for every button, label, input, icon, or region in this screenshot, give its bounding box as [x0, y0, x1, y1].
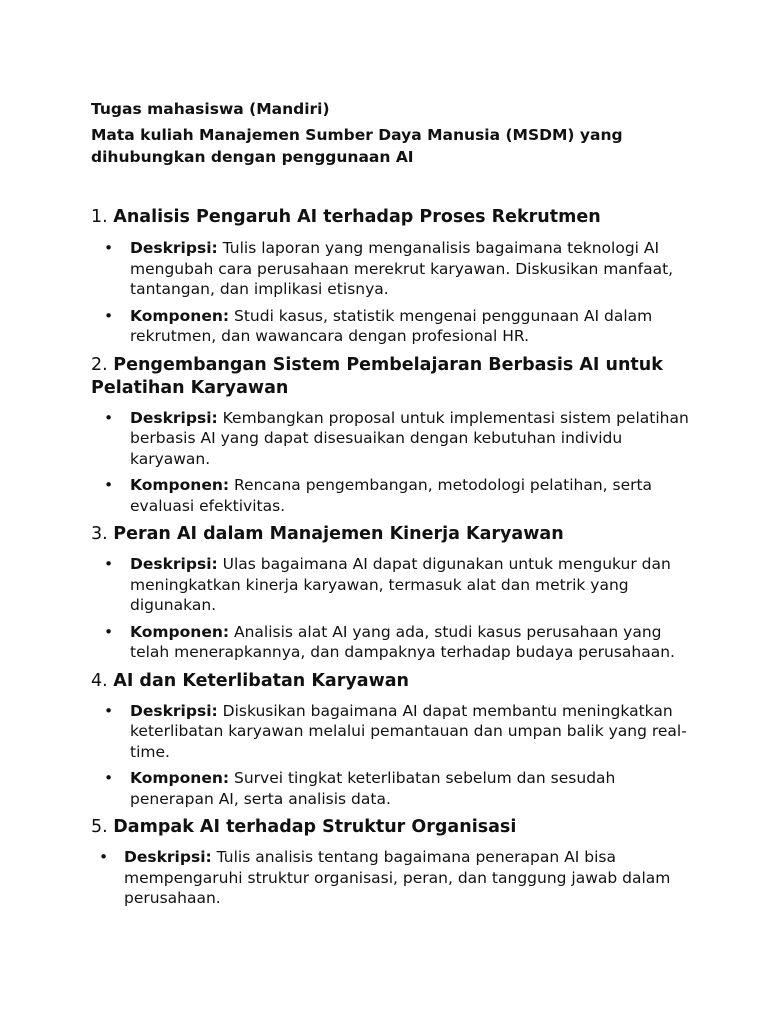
section-heading: [91, 523, 691, 546]
item-text: Studi kasus, statistik mengenai penggunaan AI dalam rekrutmen, dan wawancara dengan profesional HR.: [130, 306, 653, 345]
section-4: [91, 670, 691, 810]
bullet-icon: •: [104, 408, 114, 427]
bullet-icon: •: [99, 848, 109, 866]
bullet-icon: •: [104, 555, 114, 573]
item-label: Deskripsi:: [130, 701, 218, 720]
section-heading: [91, 206, 691, 229]
section-number: 5.: [91, 817, 108, 837]
list-item: [91, 238, 691, 300]
list-item: [91, 408, 691, 470]
list-item: [91, 475, 691, 516]
item-label: Komponen:: [130, 476, 230, 494]
section-items: [91, 554, 691, 663]
section-number: 4.: [91, 670, 108, 691]
section-items: [91, 408, 691, 517]
section-number: 3.: [91, 524, 108, 544]
section-heading: [91, 816, 691, 839]
section-items: [91, 847, 691, 909]
section-items: [91, 238, 691, 347]
section-heading: [91, 354, 691, 400]
section-title: Pengembangan Sistem Pembelajaran Berbasis AI untuk Pelatihan Karyawan: [91, 354, 663, 398]
item-text: Rencana pengembangan, metodologi pelatihan, serta evaluasi efektivitas.: [130, 476, 653, 515]
section-1: [91, 206, 691, 347]
item-label: Deskripsi:: [124, 848, 212, 866]
bullet-icon: •: [104, 306, 114, 325]
item-label: Komponen:: [130, 622, 230, 641]
item-label: Deskripsi:: [130, 555, 218, 573]
bullet-icon: •: [104, 622, 114, 641]
item-text: Survei tingkat keterlibatan sebelum dan sesudah penerapan AI, serta analisis data.: [130, 769, 616, 808]
item-text: Tulis analisis tentang bagaimana penerapan AI bisa mempengaruhi struktur organisasi, peran, dan tanggung jawab dalam perusahaan.: [124, 848, 671, 907]
item-label: Deskripsi:: [130, 408, 218, 427]
list-item: [91, 554, 691, 616]
item-label: Deskripsi:: [130, 239, 218, 257]
section-title: Peran AI dalam Manajemen Kinerja Karyawan: [113, 524, 564, 544]
section-heading: [91, 670, 691, 693]
section-number: 2.: [91, 354, 108, 375]
list-item: [91, 701, 691, 763]
item-text: Kembangkan proposal untuk implementasi sistem pelatihan berbasis AI yang dapat disesuaikan dengan kebutuhan individu karyawan.: [130, 408, 689, 468]
document-page: [91, 98, 691, 909]
item-text: Diskusikan bagaimana AI dapat membantu meningkatkan keterlibatan karyawan melalui pemantauan dan umpan balik yang real-time.: [130, 701, 687, 761]
section-items: [91, 701, 691, 810]
list-item: [91, 622, 691, 663]
bullet-icon: •: [104, 476, 114, 494]
section-title: Dampak AI terhadap Struktur Organisasi: [113, 817, 517, 837]
document-subtitle: Mata kuliah Manajemen Sumber Daya Manusia (MSDM) yang dihubungkan dengan penggunaan AI: [91, 126, 623, 166]
item-label: Komponen:: [130, 769, 230, 787]
bullet-icon: •: [104, 239, 114, 257]
section-title: Analisis Pengaruh AI terhadap Proses Rekrutmen: [113, 207, 601, 227]
item-text: Tulis laporan yang menganalisis bagaimana teknologi AI mengubah cara perusahaan merekrut karyawan. Diskusikan manfaat, tantangan, dan implikasi etisnya.: [130, 239, 674, 298]
item-text: Analisis alat AI yang ada, studi kasus perusahaan yang telah menerapkannya, dan dampaknya terhadap budaya perusahaan.: [130, 622, 675, 661]
list-item: [91, 847, 691, 909]
list-item: [91, 768, 691, 809]
list-item: [91, 306, 691, 347]
item-text: Ulas bagaimana AI dapat digunakan untuk mengukur dan meningkatkan kinerja karyawan, termasuk alat dan metrik yang digunakan.: [130, 555, 671, 614]
bullet-icon: •: [104, 701, 114, 720]
section-2: [91, 354, 691, 517]
bullet-icon: •: [104, 769, 114, 787]
section-3: [91, 523, 691, 663]
document-title: Tugas mahasiswa (Mandiri): [91, 100, 330, 118]
section-title: AI dan Keterlibatan Karyawan: [113, 670, 410, 691]
section-5: [91, 816, 691, 909]
item-label: Komponen:: [130, 306, 230, 325]
section-number: 1.: [91, 207, 108, 227]
